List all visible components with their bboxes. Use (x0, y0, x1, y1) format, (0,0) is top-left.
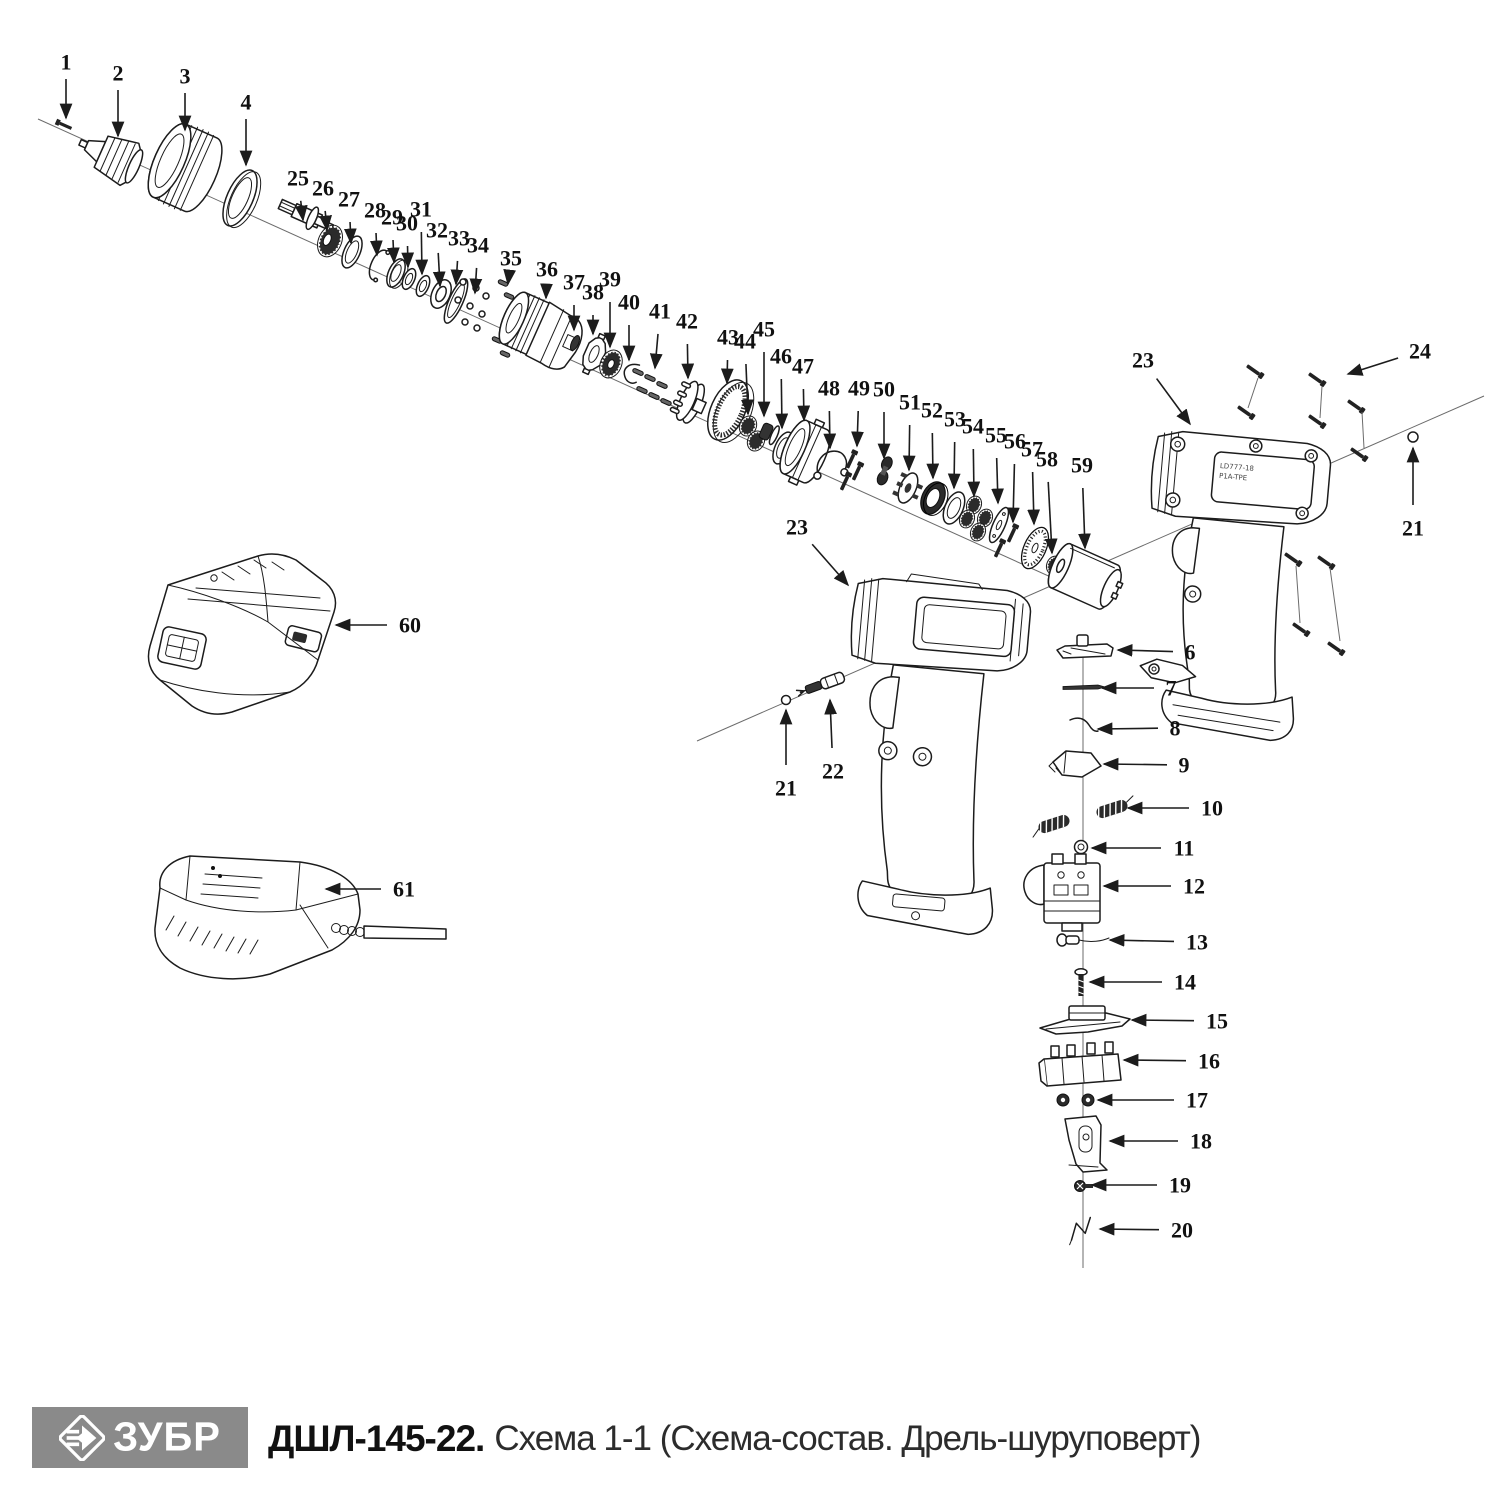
part-label-17: 17 (1186, 1087, 1208, 1113)
part-label-38: 38 (582, 279, 604, 305)
part-label-26: 26 (312, 175, 334, 201)
leader-arrow (393, 240, 394, 262)
part-19-screw (1075, 1181, 1094, 1192)
part-label-45: 45 (753, 316, 775, 342)
part-label-60: 60 (399, 612, 421, 638)
part-9-direction-selector (1049, 751, 1101, 777)
leader-arrow (421, 232, 422, 274)
leader-arrow (1098, 728, 1158, 729)
leader-arrow (909, 425, 910, 470)
part-1-screw (55, 119, 73, 131)
leader-arrow (973, 449, 974, 496)
part-label-50: 50 (873, 376, 895, 402)
part-label-39: 39 (599, 266, 621, 292)
part-6-speed-selector (1057, 635, 1113, 658)
part-label-61: 61 (393, 876, 415, 902)
part-60-battery-pack (148, 554, 335, 714)
part-label-19: 19 (1169, 1172, 1191, 1198)
part-2-chuck (71, 121, 148, 189)
part-label-35: 35 (500, 245, 522, 271)
part-15-base-plate (1040, 1006, 1130, 1034)
leader-arrow (727, 360, 728, 383)
part-21-detent-ball-left (782, 696, 791, 705)
leader-arrow (1118, 650, 1173, 652)
part-label-41: 41 (649, 298, 671, 324)
part-label-31: 31 (410, 196, 432, 222)
part-17-nuts (1057, 1094, 1094, 1106)
part-label-13: 13 (1186, 929, 1208, 955)
part-label-59: 59 (1071, 452, 1093, 478)
leader-arrow (997, 458, 998, 503)
leader-arrow (456, 261, 458, 284)
leader-arrow (1124, 1060, 1186, 1061)
part-label-8: 8 (1169, 715, 1181, 741)
part-11-o-ring (1075, 841, 1088, 854)
part-label-29: 29 (381, 204, 403, 230)
part-label-20: 20 (1171, 1217, 1193, 1243)
leader-arrow (350, 222, 351, 243)
part-label-46: 46 (770, 343, 792, 369)
part-31-ring (414, 274, 433, 299)
leader-arrow (812, 544, 848, 585)
part-59-motor (1042, 540, 1129, 614)
brand-name: ЗУБР (113, 1414, 221, 1460)
part-label-18: 18 (1190, 1128, 1212, 1154)
leader-arrow (803, 389, 804, 420)
part-41-planet-pins (632, 368, 672, 406)
part-20-spring-clip (1064, 1217, 1096, 1244)
leader-arrow (932, 433, 933, 478)
part-label-7: 7 (1165, 675, 1177, 701)
leader-arrow (829, 411, 830, 448)
leader-arrow (376, 233, 377, 255)
leader-arrow (1157, 379, 1190, 424)
part-label-30: 30 (396, 210, 418, 236)
leader-arrow (1013, 464, 1014, 522)
leader-arrow (687, 344, 688, 378)
leader-arrow (438, 253, 440, 286)
leader-arrow (1100, 1229, 1159, 1230)
part-label-55: 55 (985, 422, 1007, 448)
part-label-49: 49 (848, 375, 870, 401)
part-label-44: 44 (734, 328, 756, 354)
part-21-detent-ball-right (1408, 432, 1418, 442)
part-label-16: 16 (1198, 1048, 1220, 1074)
part-label-32: 32 (426, 217, 448, 243)
leader-arrow (1104, 764, 1167, 765)
part-4-ring (216, 165, 268, 232)
part-label-47: 47 (792, 353, 814, 379)
part-3-clutch-collar (139, 116, 232, 219)
part-label-53: 53 (944, 406, 966, 432)
part-label-14: 14 (1174, 969, 1196, 995)
housing-marking-line2: P1A-TPE (1218, 471, 1248, 483)
part-label-23: 23 (786, 514, 808, 540)
part-label-24: 24 (1409, 338, 1431, 364)
part-label-52: 52 (921, 397, 943, 423)
part-61-charger (155, 856, 446, 979)
leader-arrow (1083, 488, 1085, 548)
part-label-54: 54 (962, 413, 984, 439)
housing-marking-line1: LD777-18 (1219, 461, 1255, 473)
part-label-3: 3 (179, 63, 191, 89)
leader-arrow (830, 700, 832, 748)
brand-logo (32, 1407, 248, 1468)
part-label-2: 2 (112, 60, 124, 86)
leader-arrow (655, 334, 658, 368)
part-7-push-rod (1063, 685, 1105, 690)
part-label-21: 21 (1402, 515, 1424, 541)
part-label-48: 48 (818, 375, 840, 401)
part-label-51: 51 (899, 389, 921, 415)
leader-arrow (781, 379, 782, 428)
part-label-56: 56 (1004, 428, 1026, 454)
part-label-4: 4 (240, 89, 252, 115)
schematic-title (268, 1409, 1200, 1469)
part-18-belt-clip-bracket (1065, 1116, 1107, 1172)
part-12-trigger-switch (1024, 854, 1100, 931)
leader-arrow (1132, 1020, 1194, 1021)
part-label-33: 33 (448, 225, 470, 251)
part-14-screw (1075, 969, 1087, 996)
part-label-42: 42 (676, 308, 698, 334)
part-42-planet-carrier (668, 377, 712, 428)
part-23-housing-half-left (826, 569, 1033, 937)
leader-arrow (857, 411, 858, 446)
part-label-21: 21 (775, 775, 797, 801)
part-23-housing-half-right (1130, 429, 1332, 743)
part-label-22: 22 (822, 758, 844, 784)
part-label-34: 34 (467, 232, 489, 258)
part-label-36: 36 (536, 256, 558, 282)
zubr-arrow-icon (59, 1415, 105, 1461)
part-label-6: 6 (1184, 639, 1196, 665)
part-label-25: 25 (287, 165, 309, 191)
part-label-15: 15 (1206, 1008, 1228, 1034)
part-label-28: 28 (364, 197, 386, 223)
part-label-58: 58 (1036, 446, 1058, 472)
leader-arrow (1033, 472, 1034, 524)
title-block (0, 1395, 1500, 1485)
leader-arrow (1348, 358, 1398, 374)
part-label-27: 27 (338, 186, 360, 212)
part-label-57: 57 (1021, 436, 1043, 462)
leader-arrow (1110, 940, 1174, 941)
part-label-43: 43 (717, 324, 739, 350)
part-label-10: 10 (1201, 795, 1223, 821)
part-label-12: 12 (1183, 873, 1205, 899)
part-label-40: 40 (618, 289, 640, 315)
part-label-37: 37 (563, 269, 585, 295)
part-label-9: 9 (1178, 752, 1190, 778)
part-50-gear-pair (873, 455, 896, 486)
part-16-terminal-block (1039, 1042, 1121, 1086)
leader-arrow (954, 442, 955, 488)
part-label-11: 11 (1173, 835, 1195, 861)
part-label-23: 23 (1132, 347, 1154, 373)
part-label-1: 1 (60, 49, 72, 75)
schematic-subtitle: Схема 1-1 (Схема-состав. Дрель-шуруповерт) (494, 1419, 1201, 1458)
model-number: ДШЛ-145-22. (268, 1418, 485, 1459)
part-8-leaf-spring (1070, 718, 1098, 731)
